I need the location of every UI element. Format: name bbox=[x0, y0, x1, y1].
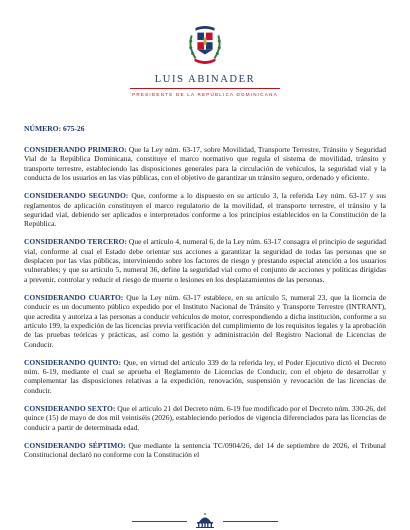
paragraph-lead: CONSIDERANDO SÉPTIMO: bbox=[24, 440, 126, 450]
palace-dome-icon bbox=[194, 512, 216, 528]
president-title: PRESIDENTE DE LA REPÚBLICA DOMINICANA bbox=[132, 92, 278, 97]
paragraph-text: Que mediante la sentencia TC/0904/26, del 14 de septiembre de 2026, el Tribunal Constitucional declaró no conforme con la Constitución el bbox=[24, 440, 386, 460]
paragraph-lead: CONSIDERANDO SEXTO: bbox=[24, 403, 116, 413]
paragraph-lead: CONSIDERANDO PRIMERO: bbox=[24, 145, 127, 154]
considerando-cuarto bbox=[24, 293, 386, 349]
paragraph-text: Que, conforme a lo dispuesto en su artículo 3, la referida Ley núm. 63-17 y sus reglamentos de aplicación constituyen el marco regulatorio de la movilidad, el transporte terrestre, el tránsito y la seguridad vial, debiendo ser aplicados e interpretados conforme a los principios establecidos en la Constitución de la República. bbox=[24, 191, 387, 229]
header-divider bbox=[130, 88, 280, 89]
paragraph-text: Que la Ley núm. 63-17, sobre Movilidad, Transporte Terrestre, Tránsito y Seguridad Vial de la República Dominicana, constituye el marco normativo que regula el sistema de movilidad, tránsito y transporte terrestre, estableciendo las disposiciones generales para la circulación de vehículos, la seguridad vial y la conducta de los usuarios en las vías públicas, con el objetivo de garantizar un tránsito seguro, ordenado y eficiente. bbox=[24, 145, 387, 183]
considerando-primero bbox=[24, 145, 386, 182]
considerando-septimo bbox=[24, 441, 386, 460]
paragraph-lead: CONSIDERANDO CUARTO: bbox=[24, 292, 124, 302]
paragraph-text: Que el artículo 4, numeral 6, de la Ley núm. 63-17 consagra el principio de seguridad vial, conforme al cual el Estado debe orientar sus acciones a garantizar la seguridad de todas las personas que se desplacen por las vías públicas, interviniendo sobre los factores de riesgo y prestando especial atención a los usuarios vulnerables; y que su artículo 5, numeral 36, define la seguridad vial como el conjunto de acciones y políticas dirigidas a prevenir, controlar y reducir el riesgo de muerte o lesiones en los desplazamientos de las personas. bbox=[24, 237, 386, 284]
considerando-sexto bbox=[24, 404, 386, 432]
considerando-quinto bbox=[24, 358, 386, 395]
president-name: LUIS ABINADER bbox=[154, 74, 256, 85]
footer-divider-right bbox=[223, 521, 278, 522]
decree-number: NÚMERO: 675-26 bbox=[24, 124, 85, 133]
paragraph-text: Que el artículo 21 del Decreto núm. 6-19 fue modificado por el Decreto núm. 330-26, del quince (15) de mayo de dos mil veintiséis (2026), estableciendo períodos de vigencia diferenciados para las licencias de conducir a partir de determinada edad. bbox=[24, 403, 386, 432]
paragraph-lead: CONSIDERANDO SEGUNDO: bbox=[24, 191, 129, 201]
page-footer bbox=[0, 510, 410, 530]
coat-of-arms-icon bbox=[186, 22, 224, 66]
footer-divider-left bbox=[132, 521, 187, 522]
paragraph-lead: CONSIDERANDO TERCERO: bbox=[24, 237, 128, 247]
decree-body bbox=[24, 124, 386, 468]
paragraph-lead: CONSIDERANDO QUINTO: bbox=[24, 357, 121, 367]
considerando-tercero bbox=[24, 237, 386, 284]
considerando-segundo bbox=[24, 191, 386, 228]
paragraph-text: Que la Ley núm. 63-17 establece, en su artículo 5, numeral 23, que la licencia de conducir es un documento público expedido por el Instituto Nacional de Tránsito y Transporte Terrestre (INTRANT), que acredita y autoriza a las personas a conducir vehículos de motor, correspondiendo a dicha institución, conforme a su artículo 199, la expedición de las licencias previa verificación del cumplimiento de los requisitos legales y la aprobación de las pruebas teóricas y prácticas, así como la gestión y administración del Registro Nacional de Licencias de Conducir. bbox=[24, 292, 386, 349]
paragraph-text: Que, en virtud del artículo 339 de la referida ley, el Poder Ejecutivo dictó el Decreto núm. 6-19, mediante el cual se aprueba el Reglamento de Licencias de Conducir, con el objeto de desarrollar y complementar las disposiciones relativas a la expedición, renovación, suspensión y revocación de las licencias de conducir. bbox=[24, 357, 386, 395]
letterhead bbox=[0, 22, 410, 97]
